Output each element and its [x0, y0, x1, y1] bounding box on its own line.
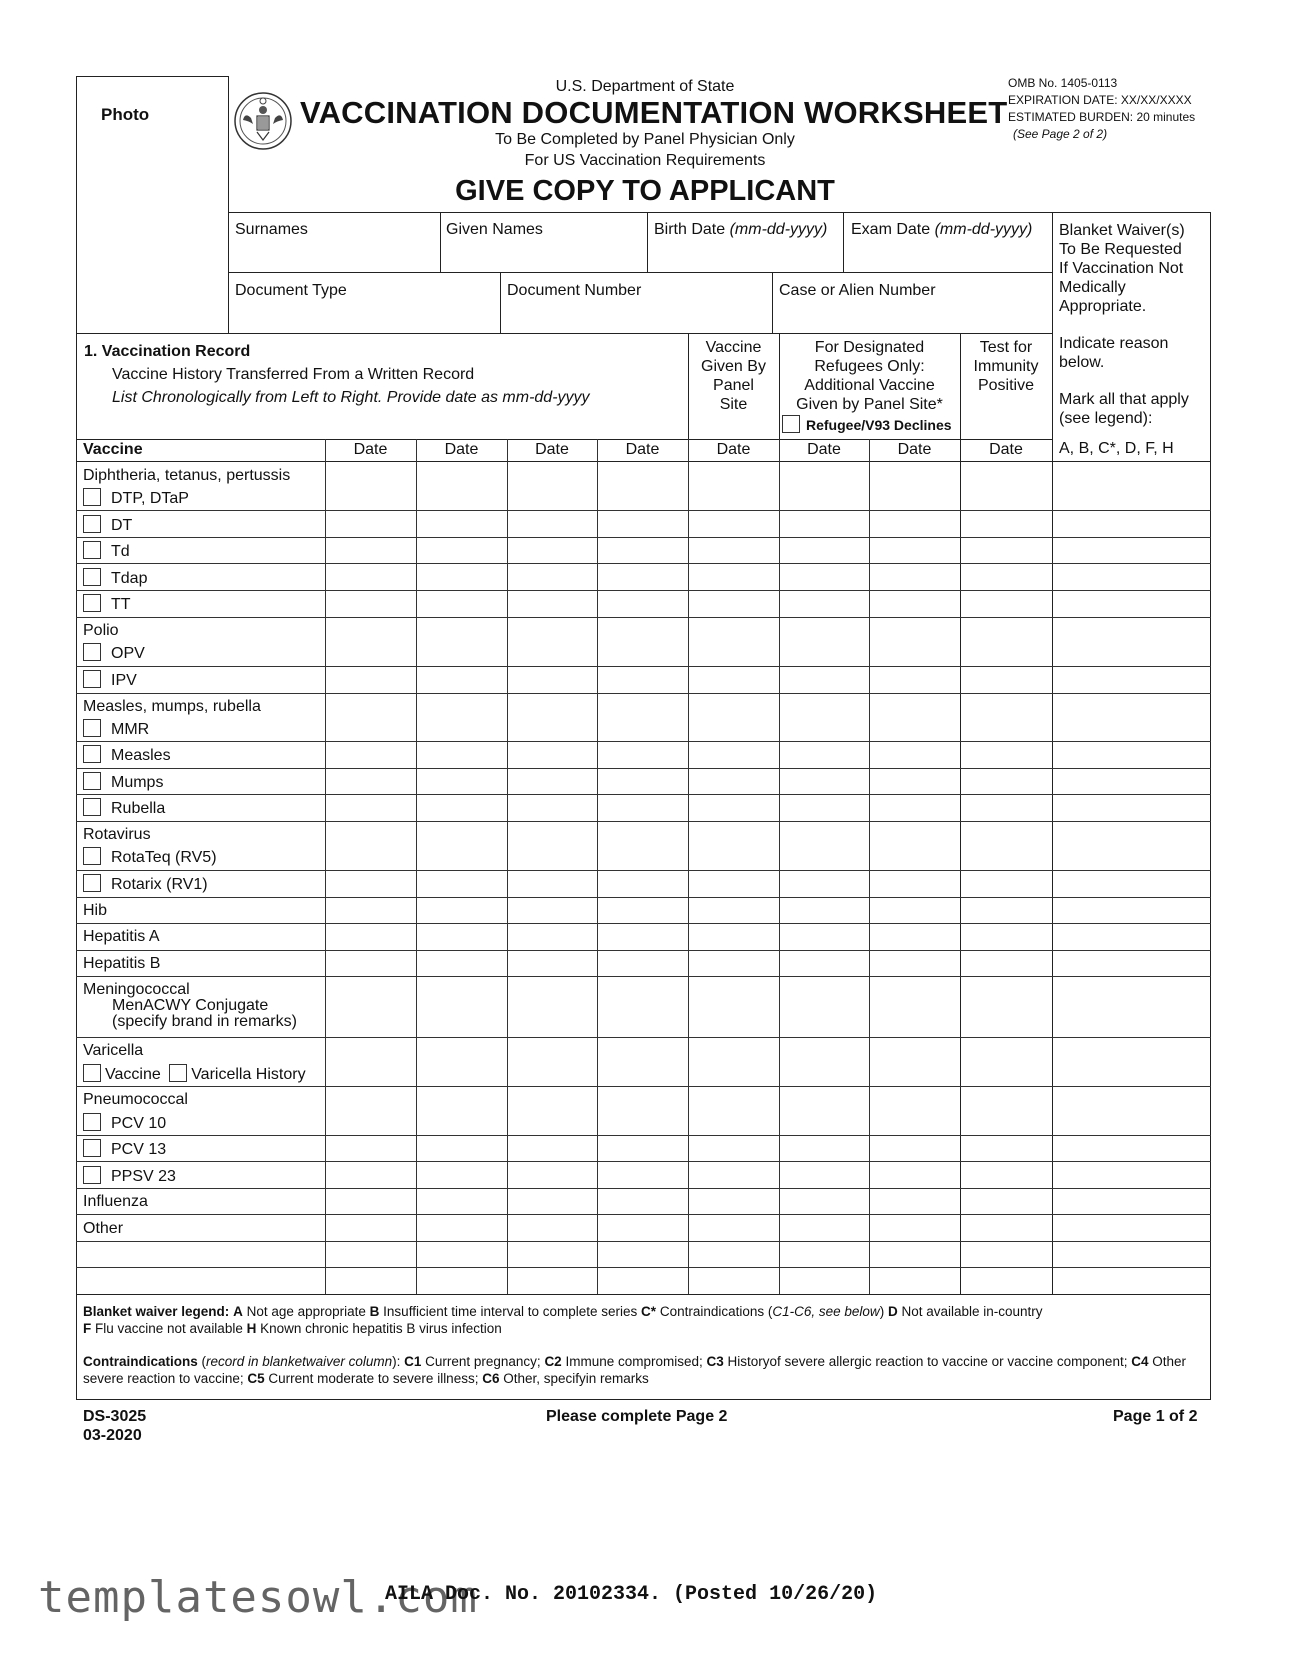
rubella-label: Rubella: [111, 800, 166, 817]
contra-code: C6: [482, 1371, 500, 1386]
info-top-border: [228, 212, 1211, 213]
exam-date-field[interactable]: [851, 221, 1032, 239]
legend-code-h: H: [246, 1321, 257, 1336]
opv-label: OPV: [111, 645, 145, 662]
row-ppsv23[interactable]: [83, 1166, 176, 1186]
surnames-label: Surnames: [235, 221, 308, 238]
row-rotavirus-group: Rotavirus: [83, 826, 151, 843]
row-meningococcal-group: Meningococcal: [83, 981, 190, 998]
header-line: For Designated: [814, 339, 925, 356]
rotarix-label: Rotarix (RV1): [111, 876, 208, 893]
contra-text: Immune compromised;: [561, 1354, 707, 1369]
row-line: [76, 897, 1211, 898]
grid-col: [688, 439, 689, 1294]
header-sep-panel: [688, 333, 689, 439]
info-sep-4: [500, 272, 501, 333]
pcv10-label: PCV 10: [111, 1115, 167, 1132]
ipv-checkbox[interactable]: [83, 670, 101, 688]
row-other: Other: [83, 1220, 124, 1237]
contra-text: Current pregnancy;: [421, 1354, 545, 1369]
indicate-reason: [1059, 334, 1168, 372]
complete-page-2: Please complete Page 2: [546, 1408, 728, 1425]
mark-all-note: [1059, 390, 1189, 428]
department-name: U.S. Department of State: [555, 78, 735, 95]
form-date: 03-2020: [83, 1427, 142, 1444]
header-line: Test for: [979, 339, 1033, 356]
row-hib: Hib: [83, 902, 108, 919]
give-copy-heading: GIVE COPY TO APPLICANT: [455, 175, 835, 207]
header-line: Additional Vaccine: [804, 377, 935, 394]
grid-col: [597, 439, 598, 1294]
photo-box: [76, 76, 229, 334]
reason-line: Indicate reason: [1059, 335, 1169, 352]
row-td[interactable]: [83, 541, 130, 561]
measles-checkbox[interactable]: [83, 745, 101, 763]
legend-code-c: C*: [641, 1304, 657, 1319]
row-line: [76, 537, 1211, 538]
refugee-declines-box[interactable]: [782, 415, 800, 433]
row-line: [76, 1241, 1211, 1242]
legend-text-d: Not available in-country: [897, 1304, 1043, 1319]
aila-doc-number: AILA Doc. No. 20102334. (Posted 10/26/20): [385, 1583, 878, 1606]
row-varicella-group: Varicella: [83, 1042, 144, 1059]
header-line: Immunity: [973, 358, 1039, 375]
varicella-history-checkbox[interactable]: [169, 1064, 187, 1082]
given-names-field[interactable]: [446, 221, 543, 239]
legend-text-c-end: ): [879, 1304, 888, 1319]
info-right-border: [1210, 212, 1211, 1400]
mumps-label: Mumps: [111, 774, 164, 791]
birth-date-field[interactable]: [654, 221, 827, 239]
date-header: Date: [807, 441, 841, 458]
dtap-label: DTP, DTaP: [111, 490, 189, 507]
row-menacwy: MenACWY Conjugate: [112, 997, 269, 1014]
row-pcv10[interactable]: [83, 1113, 166, 1133]
varicella-history-label: Varicella History: [191, 1066, 306, 1083]
refugee-declines-checkbox[interactable]: [782, 415, 952, 433]
row-line: [76, 768, 1211, 769]
exam-date-format: (mm-dd-yyyy): [934, 221, 1033, 238]
row-mumps[interactable]: [83, 772, 163, 792]
row-line: [76, 693, 1211, 694]
surnames-field[interactable]: [235, 221, 308, 239]
row-hepatitis-b: Hepatitis B: [83, 955, 161, 972]
case-number-field[interactable]: [779, 282, 936, 300]
grid-col-immunity: [960, 439, 961, 1294]
date-header: Date: [353, 441, 388, 458]
blanket-waiver-heading: [1059, 221, 1185, 316]
row-rotateq[interactable]: [83, 847, 217, 867]
row-rotarix[interactable]: [83, 874, 208, 894]
row-line: [76, 563, 1211, 564]
date-header: Date: [625, 441, 660, 458]
row-dt[interactable]: [83, 515, 132, 535]
dtap-checkbox[interactable]: [83, 488, 101, 506]
row-dtap[interactable]: [83, 488, 189, 508]
tt-checkbox[interactable]: [83, 594, 101, 612]
measles-label: Measles: [111, 747, 171, 764]
dt-checkbox[interactable]: [83, 515, 101, 533]
birth-date-label: Birth Date: [654, 221, 726, 238]
row-line: [76, 1161, 1211, 1162]
waiver-line: Medically: [1059, 279, 1126, 296]
document-type-label: Document Type: [235, 282, 347, 299]
row-dtp-group: Diphtheria, tetanus, pertussis: [83, 467, 291, 484]
tdap-label: Tdap: [111, 570, 148, 587]
info-sep-5: [772, 272, 773, 333]
mmr-label: MMR: [111, 721, 150, 738]
photo-label: Photo: [101, 105, 150, 124]
grid-col: [869, 439, 870, 1294]
contra-code: C4: [1131, 1354, 1149, 1369]
opv-checkbox[interactable]: [83, 643, 101, 661]
header-line: Positive: [977, 377, 1035, 394]
legend-code-d: D: [887, 1304, 898, 1319]
subtitle-requirements: For US Vaccination Requirements: [524, 152, 766, 169]
contra-text: Historyof severe allergic reaction to vaccine or vaccine component;: [723, 1354, 1132, 1369]
panel-site-header: [688, 338, 779, 414]
dt-label: DT: [111, 517, 133, 534]
waiver-line: If Vaccination Not: [1059, 260, 1184, 277]
date-header-top: [76, 439, 1053, 440]
row-line: [76, 976, 1211, 977]
pcv13-checkbox[interactable]: [83, 1139, 101, 1157]
immunity-header: [960, 338, 1052, 395]
header-line: Vaccine: [705, 339, 762, 356]
legend-code-b: B: [369, 1304, 380, 1319]
rotateq-checkbox[interactable]: [83, 847, 101, 865]
contra-code: C3: [706, 1354, 724, 1369]
legend-text-b: Insufficient time interval to complete series: [379, 1304, 642, 1319]
row-menacwy-note: (specify brand in remarks): [112, 1013, 297, 1030]
td-checkbox[interactable]: [83, 541, 101, 559]
form-title: VACCINATION DOCUMENTATION WORKSHEET: [300, 95, 1008, 130]
info-bottom-border: [76, 333, 1053, 334]
row-line: [76, 590, 1211, 591]
exam-date-label: Exam Date: [851, 221, 931, 238]
grid-col: [325, 439, 326, 1294]
row-line: [76, 666, 1211, 667]
document-number-label: Document Number: [507, 282, 642, 299]
date-header: Date: [897, 441, 932, 458]
row-line: [76, 741, 1211, 742]
contra-paren: (: [197, 1354, 207, 1369]
row-line: [76, 950, 1211, 951]
grid-col: [416, 439, 417, 1294]
contra-note: record in blanketwaiver column: [206, 1354, 393, 1369]
state-department-seal-icon: [233, 90, 293, 152]
info-sep-3: [843, 212, 844, 272]
row-line: [76, 1267, 1211, 1268]
contra-text: Current moderate to severe illness;: [264, 1371, 483, 1386]
given-names-label: Given Names: [446, 221, 543, 238]
birth-date-format: (mm-dd-yyyy): [729, 221, 828, 238]
date-header-bottom: [76, 461, 1211, 462]
pcv10-checkbox[interactable]: [83, 1113, 101, 1131]
grid-col: [779, 439, 780, 1294]
date-header: Date: [716, 441, 751, 458]
row-line: [76, 617, 1211, 618]
legend-text-a: Not age appropriate: [242, 1304, 370, 1319]
header-line: Panel: [713, 377, 754, 394]
ppsv23-label: PPSV 23: [111, 1168, 176, 1185]
mark-line: (see legend):: [1059, 410, 1153, 427]
top-border: [76, 76, 229, 77]
form-bottom-border: [76, 1399, 1211, 1400]
document-type-field[interactable]: [235, 282, 347, 300]
header-sep-immunity: [960, 333, 961, 439]
row-polio-group: Polio: [83, 622, 119, 639]
waiver-line: To Be Requested: [1059, 241, 1182, 258]
expiration-date: EXPIRATION DATE: XX/XX/XXXX: [1008, 93, 1192, 107]
tdap-checkbox[interactable]: [83, 568, 101, 586]
contra-text: Other, specifyin remarks: [499, 1371, 649, 1386]
rotarix-checkbox[interactable]: [83, 874, 101, 892]
case-number-label: Case or Alien Number: [779, 282, 936, 299]
form-id: DS-3025: [83, 1408, 147, 1425]
section1-line1: Vaccine History Transferred From a Written Record: [112, 366, 475, 383]
contraindications-legend: [83, 1353, 1203, 1387]
mumps-checkbox[interactable]: [83, 772, 101, 790]
row-line: [76, 1188, 1211, 1189]
ipv-label: IPV: [111, 672, 137, 689]
estimated-burden: ESTIMATED BURDEN: 20 minutes: [1008, 110, 1196, 124]
row-varicella-options[interactable]: [83, 1064, 306, 1084]
section1-title: 1. Vaccination Record: [84, 343, 251, 360]
row-rubella[interactable]: [83, 798, 165, 818]
date-header: Date: [535, 441, 569, 458]
header-line: Site: [719, 396, 748, 413]
row-line: [76, 794, 1211, 795]
legend-text-c: Contraindications (: [656, 1304, 773, 1319]
see-page-note: (See Page 2 of 2): [1013, 127, 1108, 141]
vaccine-column-header: Vaccine: [83, 441, 143, 458]
omb-number: OMB No. 1405-0113: [1008, 76, 1118, 90]
row-line: [76, 1086, 1211, 1087]
grid-bottom: [76, 1294, 1211, 1295]
contra-text: Other severe reaction to vaccine;: [83, 1354, 1186, 1386]
row-measles[interactable]: [83, 745, 171, 765]
subtitle-panel-physician: To Be Completed by Panel Physician Only: [495, 131, 795, 148]
contra-code: C2: [544, 1354, 562, 1369]
refugee-declines-label: Refugee/V93 Declines: [806, 417, 952, 433]
rubella-checkbox[interactable]: [83, 798, 101, 816]
row-line: [76, 870, 1211, 871]
legend-text-c-italic: C1-C6, see below: [772, 1304, 880, 1319]
info-sep-1: [440, 212, 441, 272]
row-influenza: Influenza: [83, 1193, 148, 1210]
row-tt[interactable]: [83, 594, 131, 614]
contra-paren: ):: [392, 1354, 405, 1369]
row-line: [76, 1135, 1211, 1136]
row-tdap[interactable]: [83, 568, 147, 588]
page-number: Page 1 of 2: [1113, 1408, 1198, 1425]
reason-line: below.: [1059, 354, 1105, 371]
info-sep-2: [647, 212, 648, 272]
legend-title: Blanket waiver legend:: [83, 1304, 230, 1319]
document-number-field[interactable]: [507, 282, 641, 300]
varicella-vaccine-checkbox[interactable]: [83, 1064, 101, 1082]
row-ipv[interactable]: [83, 670, 137, 690]
row-opv[interactable]: [83, 643, 145, 663]
legend-text-h: Known chronic hepatitis B virus infection: [256, 1321, 502, 1336]
row-line: [76, 923, 1211, 924]
watermark: templatesowl.com: [38, 1572, 478, 1623]
contra-title: Contraindications: [83, 1354, 198, 1369]
tt-label: TT: [111, 596, 131, 613]
contra-code: C1: [404, 1354, 422, 1369]
info-mid-border: [228, 272, 1053, 273]
date-header: Date: [444, 441, 479, 458]
row-pneumococcal-group: Pneumococcal: [83, 1091, 188, 1108]
header-line: Refugees Only:: [814, 358, 925, 375]
blanket-waiver-legend: [83, 1303, 1203, 1337]
date-header: Date: [989, 441, 1023, 458]
row-mmr[interactable]: [83, 719, 149, 739]
mark-line: Mark all that apply: [1059, 391, 1189, 408]
waiver-line: Appropriate.: [1059, 298, 1147, 315]
waiver-line: Blanket Waiver(s): [1059, 222, 1185, 239]
table-left-border: [76, 333, 77, 1400]
header-line: Given by Panel Site*: [796, 396, 943, 413]
rotateq-label: RotaTeq (RV5): [111, 849, 217, 866]
legend-codes: A, B, C*, D, F, H: [1059, 440, 1174, 457]
row-line: [76, 1037, 1211, 1038]
contra-code: C5: [247, 1371, 265, 1386]
varicella-vaccine-label: Vaccine: [105, 1066, 161, 1083]
ppsv23-checkbox[interactable]: [83, 1166, 101, 1184]
designated-refugees-header: [779, 338, 960, 414]
td-label: Td: [111, 543, 130, 560]
waiver-left-border: [1052, 212, 1053, 1295]
row-line: [76, 510, 1211, 511]
section1-line2: List Chronologically from Left to Right. Provide date as mm-dd-yyyy: [112, 389, 590, 406]
row-line: [76, 1214, 1211, 1215]
legend-text-f: Flu vaccine not available: [91, 1321, 247, 1336]
row-pcv13[interactable]: [83, 1139, 166, 1159]
pcv13-label: PCV 13: [111, 1141, 167, 1158]
row-line: [76, 821, 1211, 822]
row-hepatitis-a: Hepatitis A: [83, 928, 160, 945]
grid-col: [507, 439, 508, 1294]
row-mmr-group: Measles, mumps, rubella: [83, 698, 261, 715]
header-line: Given By: [701, 358, 766, 375]
mmr-checkbox[interactable]: [83, 719, 101, 737]
legend-code-f: F: [83, 1321, 92, 1336]
photo-right-border: [228, 76, 229, 334]
header-sep-designated: [779, 333, 780, 439]
legend-code-a: A: [233, 1304, 243, 1319]
